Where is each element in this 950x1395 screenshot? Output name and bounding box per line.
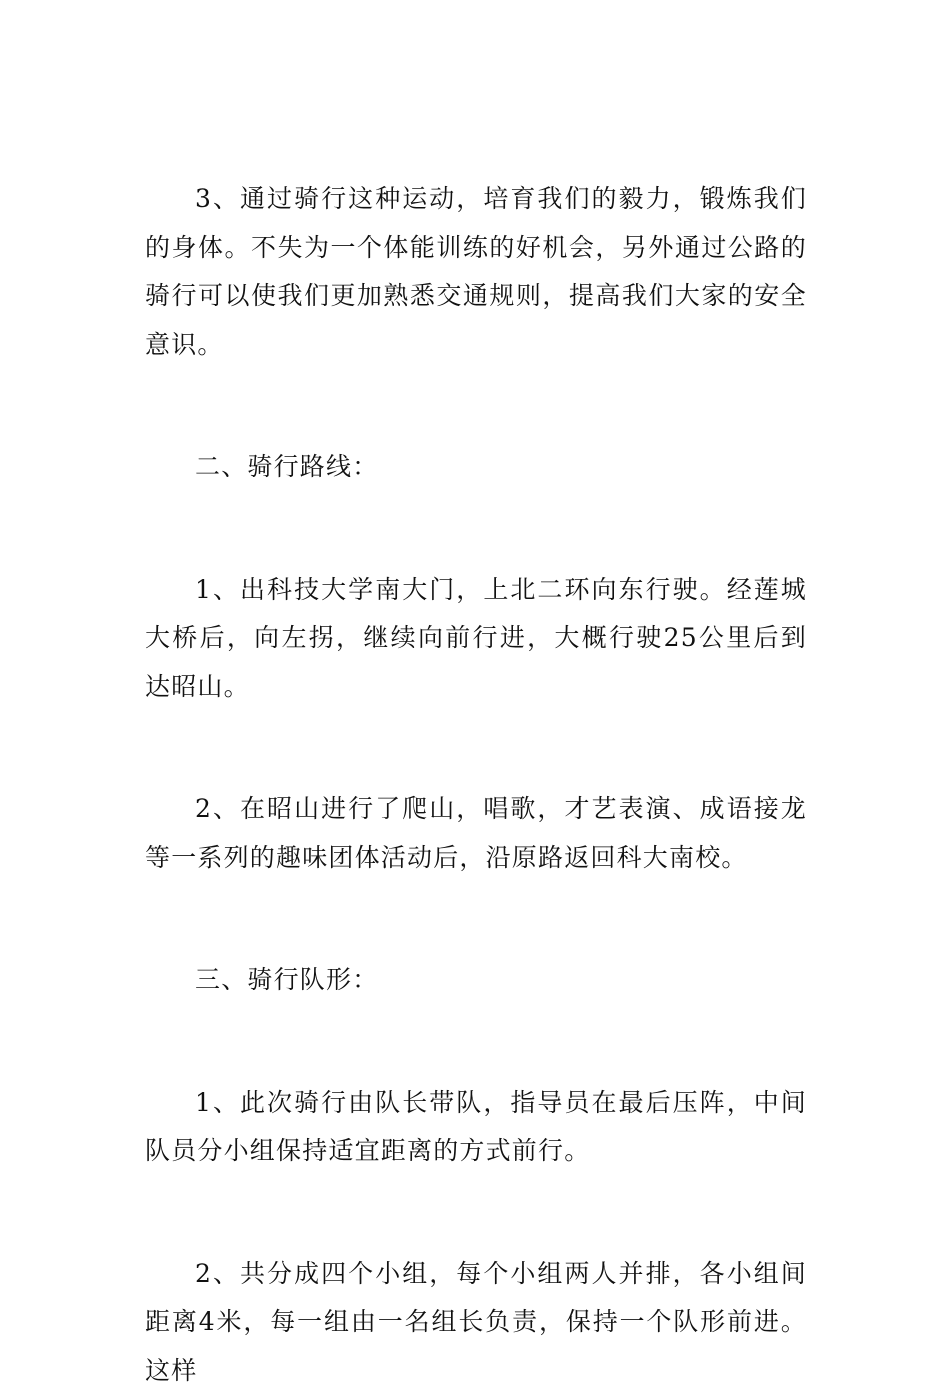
paragraph-gap [145,369,807,443]
paragraph-gap [145,882,807,956]
paragraph-formation-1: 1、此次骑行由队长带队，指导员在最后压阵，中间队员分小组保持适宜距离的方式前行。 [145,1079,807,1176]
paragraph-route-1: 1、出科技大学南大门，上北二环向东行驶。经莲城大桥后，向左拐，继续向前行进，大概行驶25公里后到达昭山。 [145,566,807,712]
paragraph-route-2: 2、在昭山进行了爬山，唱歌，才艺表演、成语接龙等一系列的趣味团体活动后，沿原路返回科大南校。 [145,785,807,882]
paragraph-formation-2: 2、共分成四个小组，每个小组两人并排，各小组间距离4米，每一组由一名组长负责，保持一个队形前进。这样 [145,1250,807,1395]
document-body [145,175,807,1395]
paragraph-benefits: 3、通过骑行这种运动，培育我们的毅力，锻炼我们的身体。不失为一个体能训练的好机会，另外通过公路的骑行可以使我们更加熟悉交通规则，提高我们大家的安全意识。 [145,175,807,369]
paragraph-gap [145,1176,807,1250]
paragraph-gap [145,1005,807,1079]
paragraph-gap [145,492,807,566]
section-heading-route: 二、骑行路线： [145,443,807,492]
section-heading-formation: 三、骑行队形： [145,956,807,1005]
paragraph-gap [145,711,807,785]
